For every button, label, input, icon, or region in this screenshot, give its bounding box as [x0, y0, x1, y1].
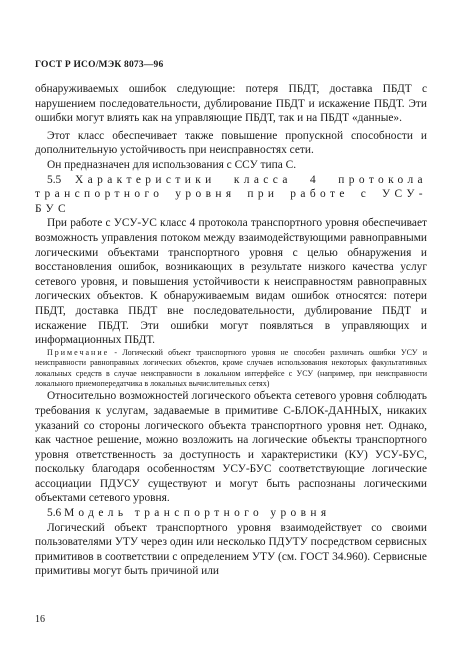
note-text: - Логический объект транспортного уровня не способен различать ошибки УСУ и неисправности равноправных логических объектов, кроме случаев использования некоторых факультативных локальных средств в случае неисправности в локальном интерфейсе с УСУ (например, при неисправности локального приемопередатчика в локальных вычислительных сетях) — [35, 347, 427, 388]
section-title: Характеристики класса 4 протокола транспортного уровня при работе с УСУ-БУС — [35, 173, 427, 215]
paragraph-3: Он предназначен для использования с ССУ типа С. — [47, 158, 297, 171]
section-5-6-heading — [35, 506, 427, 521]
section-5-5-heading — [35, 173, 427, 217]
note — [35, 348, 427, 390]
paragraph-2: Этот класс обеспечивает также повышение пропускной способности и дополнительную устойчивость при неисправностях сети. — [35, 129, 427, 157]
running-header: ГОСТ Р ИСО/МЭК 8073—96 — [35, 60, 164, 70]
note-label: Примечание — [47, 347, 110, 357]
paragraph-6: Логический объект транспортного уровня взаимодействует со своими пользователями УТУ через один или несколько ПДУТУ посредством сервисных примитивов в соответствии с определением УТУ (см. ГОСТ 34.960). Сервисные примитивы могут быть причиной или — [35, 521, 427, 578]
paragraph-4: При работе с УСУ-УС класс 4 протокола транспортного уровня обеспечивает возможность управления потоком между взаимодействующими равноправными логическими объектами транспортного уровня с целью обнаружения и восстановления ошибок, возникающих в результате низкого качества услуг сетевого уровня, и повышения устойчивости к неисправностям равноправных логических объектов. К обнаруживаемым видам ошибок относятся: потери ПБДТ, доставка ПБДТ вне последовательности, дублирование ПБДТ и искажение ПБДТ. Эти ошибки могут появляться в управляющих и информационных ПБДТ. — [35, 217, 427, 347]
section-title: Модель транспортного уровня — [64, 507, 331, 520]
body-text — [35, 82, 427, 579]
page-number: 16 — [35, 614, 45, 625]
section-number: 5.5 — [47, 173, 62, 186]
paragraph-5: Относительно возможностей логического объекта сетевого уровня соблюдать требования к услугам, задаваемые в примитиве С-БЛОК-ДАННЫХ, никаких указаний со стороны логического объекта транспортного уровня нет. Однако, как частное решение, можно возложить на логические объекты транспортного уровня ответственность за доступность и характеристики (КУ) УСУ-БУС, поскольку благодаря особенностям УСУ-БУС соответствующие логические ассоциации ПДУСУ существуют и могут быть распознаны логическими объектами сетевого уровня. — [35, 390, 427, 505]
section-number: 5.6 — [47, 507, 62, 520]
paragraph-1: обнаруживаемых ошибок следующие: потеря ПБДТ, доставка ПБДТ с нарушением последовательности, дублирование ПБДТ и искажение ПБДТ. Эти ошибки могут влиять как на управляющие ПБДТ, так и на ПБДТ «данные». — [35, 83, 427, 125]
